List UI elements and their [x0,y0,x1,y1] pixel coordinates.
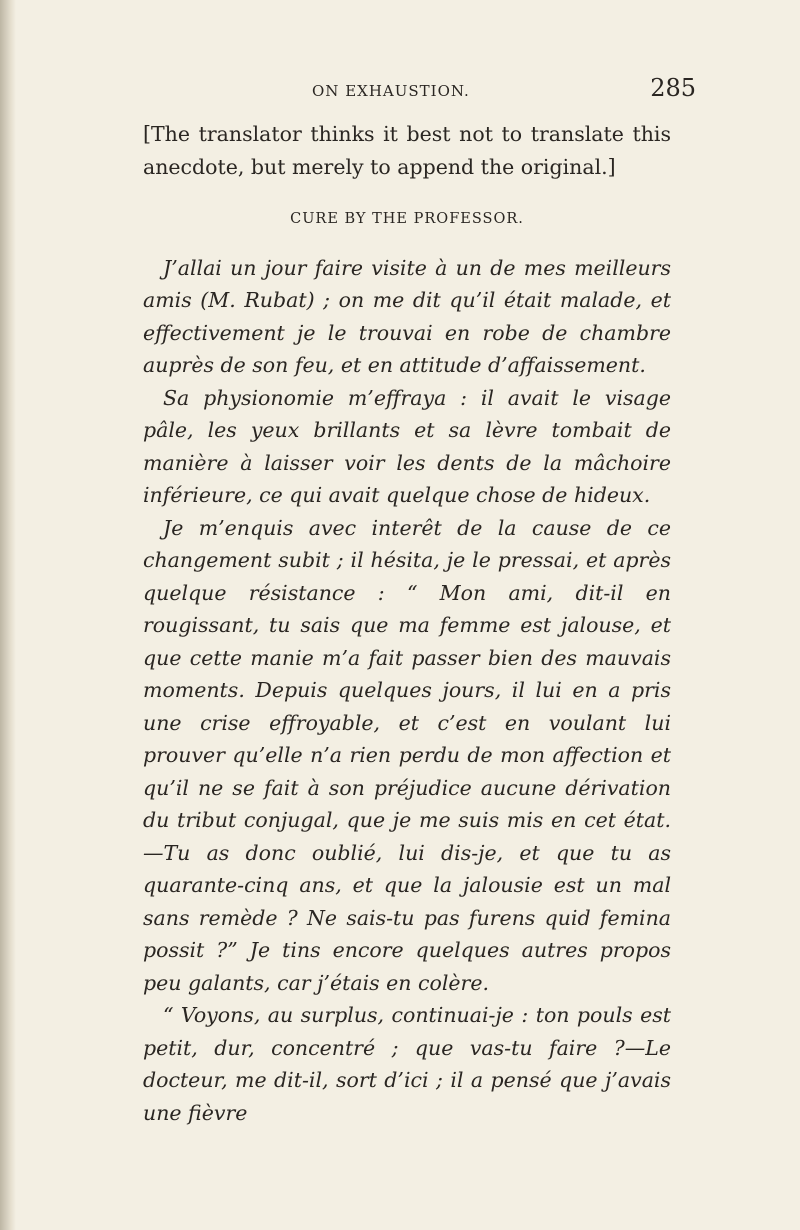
page-number: 285 [650,74,696,102]
running-header [312,74,696,102]
paragraph: Sa physionomie m’effraya : il avait le visage pâle, les yeux brillants et sa lèvre tombait de manière à laisser voir les dents de la mâchoire inférieure, ce qui avait quelque chose de hideux. [143,385,671,507]
running-title: ON EXHAUSTION. [312,82,470,100]
page-gutter [0,0,16,1230]
page-body [143,118,671,1129]
section-heading: CURE BY THE PROFESSOR. [290,211,524,227]
paragraph: Je m’enquis avec interêt de la cause de ce changement subit ; il hésita, je le pressai, et après quelque résistance : “ Mon ami, dit-il en rougissant, tu sais que ma femme est jalouse, et que cette manie m’a fait passer bien des mauvais moments. Depuis quelques jours, il lui en a pris une crise effroyable, et c’est en voulant lui prouver qu’elle n’a rien perdu de mon affection et qu’il ne se fait à son préjudice aucune dérivation du tribut conjugal, que je me suis mis en cet état.—Tu as donc oublié, lui dis-je, et que tu as quarante-cinq ans, et que la jalousie est un mal sans remède ? Ne sais-tu pas furens quid femina possit ?” Je tins encore quelques autres propos peu galants, car j’étais en colère. [143,515,671,995]
translator-note: [The translator thinks it best not to translate this anecdote, but merely to append the original.] [143,122,671,179]
paragraph: J’allai un jour faire visite à un de mes meilleurs amis (M. Rubat) ; on me dit qu’il était malade, et effectivement je le trouvai en robe de chambre auprès de son feu, et en attitude d’affaissement. [143,255,671,377]
paragraph: “ Voyons, au surplus, continuai-je : ton pouls est petit, dur, concentré ; que vas-tu faire ?—Le docteur, me dit-il, sort d’ici ; il a pensé que j’avais une fièvre [143,1003,671,1125]
